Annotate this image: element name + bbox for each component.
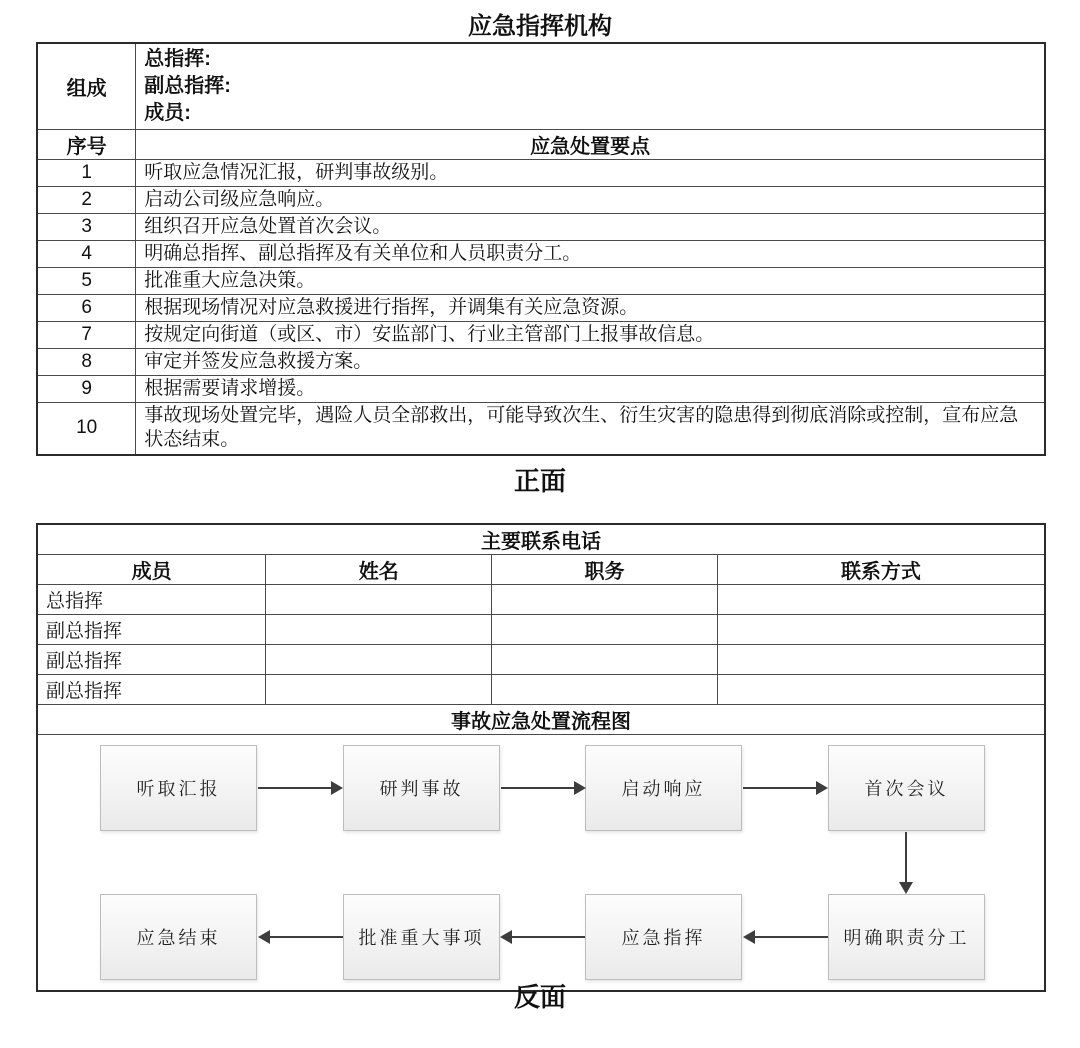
flow-step-end-emergency: 应急结束: [100, 894, 257, 980]
point-text: 按规定向街道（或区、市）安监部门、行业主管部门上报事故信息。: [136, 322, 1045, 349]
contacts-title-row: [37, 524, 1045, 555]
contact-row: [37, 615, 1045, 645]
point-text: 根据需要请求增援。: [136, 376, 1045, 403]
flow-step-listen-report: 听取汇报: [100, 745, 257, 831]
contact-row: [37, 675, 1045, 705]
point-no: 1: [37, 160, 136, 187]
composition-label: 组成: [37, 43, 136, 130]
flow-step-start-response: 启动响应: [585, 745, 742, 831]
point-text: 启动公司级应急响应。: [136, 187, 1045, 214]
point-row: [37, 214, 1045, 241]
point-text: 组织召开应急处置首次会议。: [136, 214, 1045, 241]
point-text: 听取应急情况汇报，研判事故级别。: [136, 160, 1045, 187]
flowchart-canvas: [37, 735, 1045, 991]
front-side-label: 正面: [513, 466, 566, 496]
contact-cell: [717, 645, 1045, 675]
contacts-title: 主要联系电话: [37, 524, 1045, 555]
arrow-down-icon: [905, 832, 907, 882]
col-header-no: 序号: [37, 130, 136, 160]
point-row: [37, 349, 1045, 376]
point-no: 9: [37, 376, 136, 403]
name-cell: [266, 585, 492, 615]
flow-step-first-meeting: 首次会议: [828, 745, 985, 831]
point-no: 7: [37, 322, 136, 349]
contact-row: [37, 585, 1045, 615]
flowchart-row: [37, 735, 1045, 991]
contact-cell: [717, 585, 1045, 615]
arrow-right-icon: [258, 787, 331, 789]
point-no: 4: [37, 241, 136, 268]
arrow-left-icon: [270, 936, 343, 938]
contact-cell: [717, 615, 1045, 645]
member-cell: 总指挥: [37, 585, 266, 615]
point-text: 批准重大应急决策。: [136, 268, 1045, 295]
point-no: 5: [37, 268, 136, 295]
point-row: [37, 295, 1045, 322]
contacts-header-row: [37, 555, 1045, 585]
col-header-points: 应急处置要点: [136, 130, 1045, 160]
contact-row: [37, 645, 1045, 675]
composition-lines: [136, 43, 1045, 130]
page-title: 应急指挥机构: [468, 13, 612, 40]
composition-row: [37, 43, 1045, 130]
flow-step-emergency-command: 应急指挥: [585, 894, 742, 980]
name-cell: [266, 615, 492, 645]
flow-step-approve-major-items: 批准重大事项: [343, 894, 500, 980]
point-row: [37, 241, 1045, 268]
flow-step-assess-accident: 研判事故: [343, 745, 500, 831]
point-no: 10: [37, 403, 136, 455]
point-no: 8: [37, 349, 136, 376]
member-cell: 副总指挥: [37, 615, 266, 645]
col-header-contact: 联系方式: [717, 555, 1045, 585]
point-no: 6: [37, 295, 136, 322]
arrow-right-icon: [743, 787, 816, 789]
duty-cell: [492, 645, 718, 675]
point-row: [37, 268, 1045, 295]
arrow-left-icon: [512, 936, 585, 938]
arrow-left-icon: [755, 936, 828, 938]
point-row: [37, 160, 1045, 187]
point-row: [37, 322, 1045, 349]
arrow-right-icon: [501, 787, 574, 789]
name-cell: [266, 645, 492, 675]
back-side-label: 反面: [513, 982, 566, 1012]
col-header-duty: 职务: [492, 555, 718, 585]
name-cell: [266, 675, 492, 705]
point-no: 3: [37, 214, 136, 241]
point-text: 根据现场情况对应急救援进行指挥，并调集有关应急资源。: [136, 295, 1045, 322]
col-header-name: 姓名: [266, 555, 492, 585]
member-cell: 副总指挥: [37, 645, 266, 675]
contact-cell: [717, 675, 1045, 705]
command-structure-table: [36, 42, 1046, 456]
member-cell: 副总指挥: [37, 675, 266, 705]
duty-cell: [492, 675, 718, 705]
point-no: 2: [37, 187, 136, 214]
contacts-and-flowchart-table: [36, 523, 1046, 992]
flowchart-title-row: [37, 705, 1045, 735]
point-text: 事故现场处置完毕，遇险人员全部救出，可能导致次生、衍生灾害的隐患得到彻底消除或控制，宣布应急状态结束。: [136, 403, 1045, 455]
flow-step-clarify-duties: 明确职责分工: [828, 894, 985, 980]
flowchart-title: 事故应急处置流程图: [37, 705, 1045, 735]
point-text: 明确总指挥、副总指挥及有关单位和人员职责分工。: [136, 241, 1045, 268]
col-header-member: 成员: [37, 555, 266, 585]
points-header-row: [37, 130, 1045, 160]
duty-cell: [492, 615, 718, 645]
point-row: [37, 376, 1045, 403]
point-text: 审定并签发应急救援方案。: [136, 349, 1045, 376]
point-row: [37, 403, 1045, 455]
duty-cell: [492, 585, 718, 615]
point-row: [37, 187, 1045, 214]
members-line: 成员:: [144, 102, 191, 124]
deputy-commander-line: 副总指挥:: [144, 75, 231, 97]
chief-commander-line: 总指挥:: [144, 48, 211, 70]
